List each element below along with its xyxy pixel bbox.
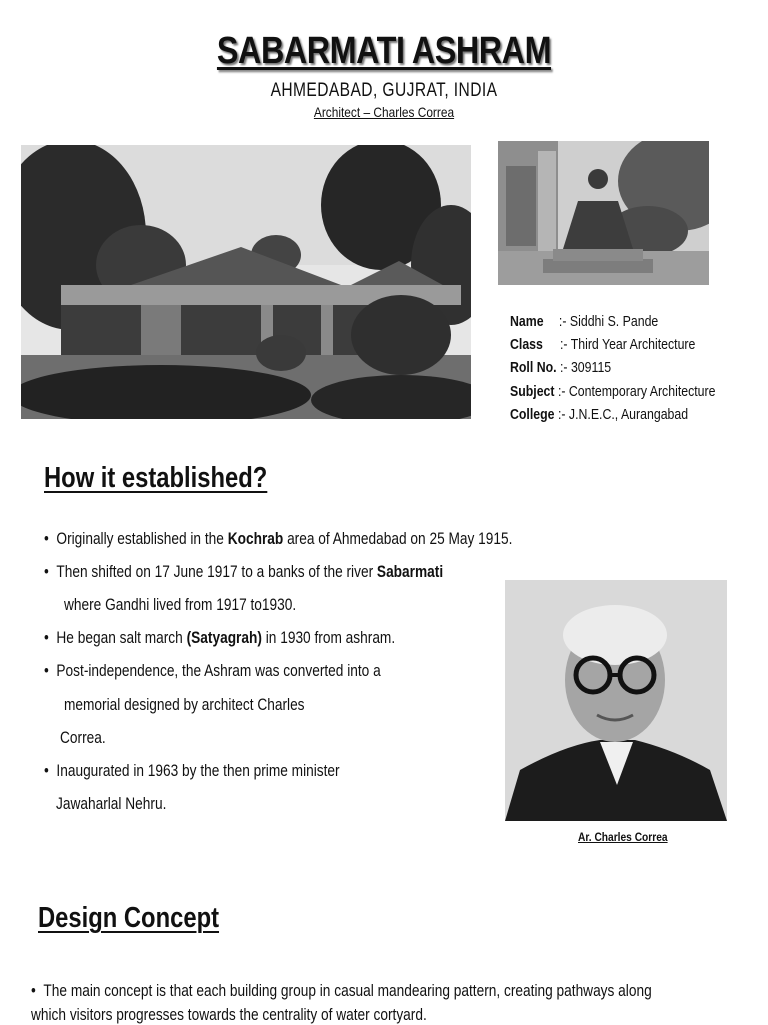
design-text-line-2: which visitors progresses towards the centrality of water cortyard. bbox=[31, 1006, 427, 1024]
ashram-photo bbox=[21, 145, 471, 419]
list-item-continuation: where Gandhi lived from 1917 to1930. bbox=[64, 596, 297, 614]
charles-correa-portrait bbox=[505, 580, 727, 821]
list-item: • He began salt march (Satyagrah) in 1930 from ashram. bbox=[44, 629, 396, 647]
history-heading: How it established? bbox=[44, 462, 268, 494]
info-subject: Subject :- Contemporary Architecture bbox=[510, 383, 716, 400]
list-item: • Then shifted on 17 June 1917 to a banks of the river Sabarmati bbox=[44, 563, 444, 581]
architect-credit: Architect – Charles Correa bbox=[313, 104, 455, 120]
list-item: • Inaugurated in 1963 by the then prime minister bbox=[44, 762, 340, 780]
list-item-continuation: Jawaharlal Nehru. bbox=[56, 795, 167, 813]
info-name: Name :- Siddhi S. Pande bbox=[510, 314, 659, 330]
page-title: SABARMATI ASHRAM bbox=[216, 30, 552, 72]
info-college: College :- J.N.E.C., Aurangabad bbox=[510, 406, 689, 423]
design-heading: Design Concept bbox=[38, 902, 220, 934]
student-info bbox=[510, 311, 752, 427]
list-item-continuation: memorial designed by architect Charles bbox=[64, 696, 305, 714]
info-class: Class :- Third Year Architecture bbox=[510, 337, 696, 354]
list-item: • Post-independence, the Ashram was converted into a bbox=[44, 662, 381, 680]
design-text-line-1: • The main concept is that each building group in casual mandearing pattern, creating pathways along bbox=[31, 982, 652, 1000]
gandhi-statue-photo bbox=[498, 141, 709, 285]
location-subtitle: AHMEDABAD, GUJRAT, INDIA bbox=[270, 80, 498, 101]
list-item-continuation: Correa. bbox=[60, 729, 106, 747]
portrait-caption: Ar. Charles Correa bbox=[578, 830, 668, 844]
info-roll-no: Roll No. :- 309115 bbox=[510, 360, 612, 377]
list-item: • Originally established in the Kochrab area of Ahmedabad on 25 May 1915. bbox=[44, 530, 513, 548]
